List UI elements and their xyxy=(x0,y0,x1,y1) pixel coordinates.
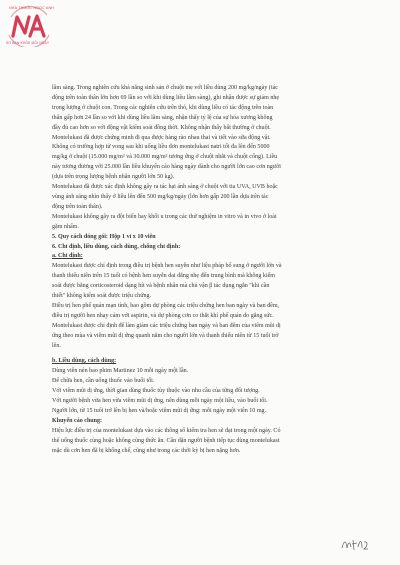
text-line: ứng theo mùa và viêm mũi dị ứng quanh năm cho người lớn và thanh thiếu niên từ 15 tuổi trở xyxy=(52,332,279,339)
document-body xyxy=(52,84,357,457)
text-line: động trên toàn thân). xyxy=(52,203,103,210)
text-line: mặc dù cơn hen đã bị khống chế, cũng như trong các thời kỳ bị hen nặng hơn. xyxy=(52,447,241,454)
text-line: Montelukast đã được chứng minh đi qua được hàng rào nhau thai và tiết vào sữa động vật. xyxy=(52,134,271,141)
text-line: thanh thiếu niên trên 15 tuổi có bệnh hen suyễn dai dẳng nhẹ đến trung bình mà không kiểm xyxy=(52,273,276,280)
text-line: Dùng viên nén bao phim Martinez 10 mỗi ngày một lần. xyxy=(52,368,189,375)
text-line: Với viêm mũi dị ứng, thời gian dùng thuốc tùy thuộc vào nhu cầu của từng đối tượng. xyxy=(52,388,260,395)
text-line: Montelukast được chỉ định để làm giảm các triệu chứng ban ngày và ban đêm của viêm mũi dị xyxy=(52,322,281,329)
text-line: Với người bệnh vừa hen vừa viêm mũi dị ứng, nên dùng mỗi ngày một liều, vào buổi tối. xyxy=(52,398,268,405)
subsection-heading: a. Chỉ định: xyxy=(52,253,83,260)
pharmacy-logo xyxy=(3,5,57,47)
text-line: Hiệu lực điều trị của montelukast dựa vào các thông số kiểm tra hen sẽ đạt trong một ngày. Có xyxy=(52,427,281,434)
text-line: lâm sàng. Trong nghiên cứu khả năng sinh sản ở chuột mẹ với liều dùng 200 mg/kg/ngày (tác xyxy=(52,85,278,91)
text-line: này tương đương với 25.000 lần liều khuyến cáo hàng ngày dành cho người lớn cao cơn người xyxy=(52,164,281,171)
text-line: đầy đủ cao hơn so với động vật kiểm soát đồng thời. Không nhận thấy bất thường ở chuột. xyxy=(52,124,271,131)
text-line: Điều trị hen phế quản mạn tính, bao gồm dự phòng các triệu chứng hen ban ngày và ban đêm, xyxy=(52,302,280,309)
text-line: thiết" không kiểm soát được triệu chứng. xyxy=(52,293,152,300)
handwritten-signature xyxy=(340,536,370,554)
section-heading: Khuyến cáo chung: xyxy=(52,417,103,424)
text-line: lên. xyxy=(52,342,61,349)
section-heading: 6. Chỉ định, liều dùng, cách dùng, chống chỉ định: xyxy=(52,243,181,250)
text-line: Montelukast đã được xác định không gây ra tác hại ánh sáng ở chuột với tia UVA, UVB hoặc xyxy=(52,184,278,191)
text-line: Montelukast được chỉ định trong điều trị bệnh hen suyễn như liệu pháp bổ sung ở người lớn và xyxy=(52,263,282,270)
text-line: thể uống thuốc cùng hoặc không cùng thức ăn. Cần dặn người bệnh tiếp tục dùng montelukast xyxy=(52,437,280,444)
text-line: trọng lượng ở chuột con. Trong các nghiên cứu trên thỏ, khi dùng liều có tác động trên toàn xyxy=(52,104,274,111)
text-line: Không có trường hợp tử vong sau khi uống liều đơn montelukast natri tối đa lên đến 5000 xyxy=(52,144,270,151)
text-line: mg/kg ở chuột (15.000 mg/m² và 30.000 mg/m² tương ứng ở chuột nhắt và chuột cống). Liều xyxy=(52,154,278,161)
text-line: soát được bằng corticosteroid dạng hít và bệnh nhân mà chủ vận β tác dụng ngắn "khi cần xyxy=(52,283,270,290)
text-line: Montelukast không gây ra đột biến hay khối u trong các thử nghiệm in vitro và in vivo ở loài xyxy=(52,213,277,220)
subsection-heading: b. Liều dùng, cách dùng: xyxy=(52,358,117,365)
text-line: động trên toàn thân lớn hơn 69 lần so với khi dùng liều lâm sàng), ghi nhận được sự giảm nhẹ xyxy=(52,94,280,101)
text-line: gặm nhấm. xyxy=(52,223,79,230)
text-line: Để chữa hen, cần uống thuốc vào buổi tối. xyxy=(52,378,155,385)
text-line: (dựa trên trọng lượng bệnh nhân người lớn 50 kg). xyxy=(52,174,175,181)
logo-top-text: NHÀ THUỐC NGỌC ANH xyxy=(9,6,55,10)
text-line: thân gấp hơn 24 lần so với khi dùng liều lâm sàng, nhận thấy tỷ lệ của sự hóa xương không xyxy=(52,114,273,121)
section-heading: 5. Quy cách đóng gói: Hộp 1 vỉ x 10 viên xyxy=(52,233,156,240)
text-line: Người lớn, từ 15 tuổi trở lên bị hen và/hoặc viêm mũi dị ứng: mỗi ngày một viên 10 mg. xyxy=(52,408,267,414)
text-line: điều trị người hen nhạy cảm với aspirin, và dự phòng cơn co thắt khí phế quản do gắng sức. xyxy=(52,312,274,319)
logo-bottom-text: SỐ BẠN KHỎE MỖI NGÀY xyxy=(6,41,50,45)
text-line: vùng ánh sáng nhìn thấy ở liều lên đến 500 mg/kg/ngày (lớn hơn gấp 200 lần dựa trên tác xyxy=(52,193,269,200)
